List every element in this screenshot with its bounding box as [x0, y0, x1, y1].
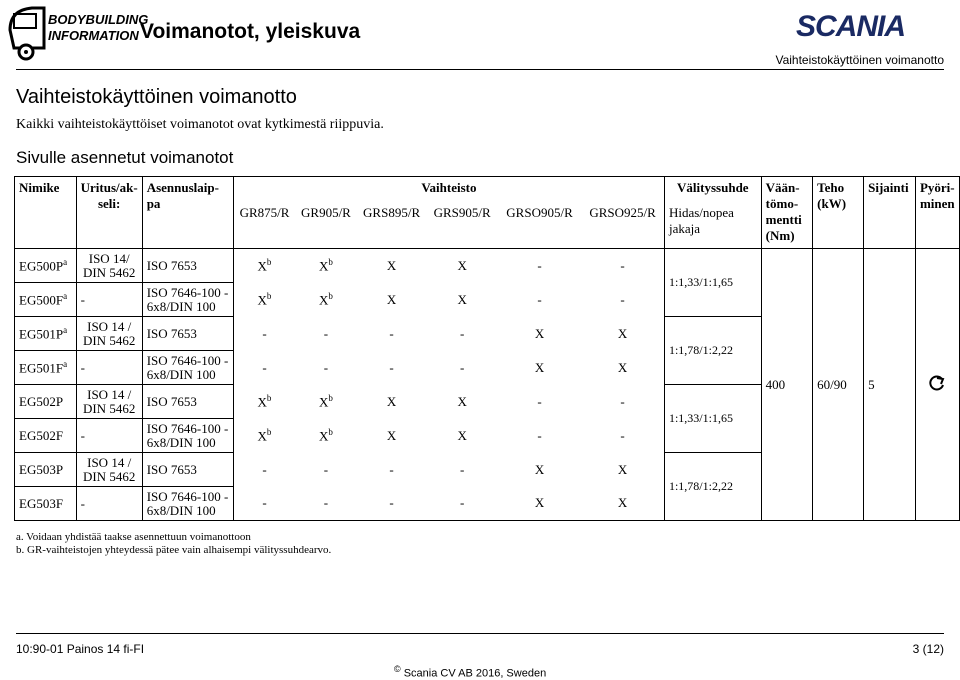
- cell-uritus: -: [76, 419, 142, 453]
- gearbox-value: X: [318, 292, 329, 308]
- gearbox-cell: [233, 351, 295, 385]
- cell-nimike: [15, 385, 77, 419]
- table-row: [15, 249, 960, 283]
- cell-asennus: ISO 7653: [142, 317, 233, 351]
- gearbox-cell: [498, 453, 581, 487]
- header-hidas-nopea: Hidas/nopea jakaja: [664, 202, 761, 248]
- gearbox-cell: [357, 487, 427, 521]
- gearbox-cell: [357, 385, 427, 419]
- cell-rotation: [915, 249, 959, 521]
- gearbox-cell: [295, 351, 357, 385]
- cell-uritus: -: [76, 351, 142, 385]
- gearbox-value: -: [620, 291, 625, 307]
- gearbox-value: X: [534, 359, 545, 375]
- page-title: Voimanotot, yleiskuva: [140, 20, 361, 43]
- gearbox-cell: [498, 419, 581, 453]
- footnote-ref: a: [63, 324, 68, 335]
- gearbox-cell: [426, 283, 497, 317]
- gearbox-value: -: [537, 291, 542, 307]
- gearbox-value: X: [457, 291, 467, 307]
- gearbox-cell: [498, 317, 581, 351]
- gearbox-value: X: [617, 325, 628, 341]
- footnote-ref: b: [266, 392, 272, 403]
- logo-line2: INFORMATION: [48, 28, 139, 43]
- gearbox-value: X: [257, 258, 267, 274]
- copyright-symbol: ©: [394, 664, 401, 674]
- cell-location: 5: [864, 249, 916, 521]
- footnote-ref: a: [63, 290, 68, 301]
- gearbox-cell: [426, 351, 497, 385]
- gearbox-value: X: [257, 428, 267, 444]
- gearbox-value: -: [459, 359, 465, 375]
- gearbox-value: -: [323, 325, 329, 341]
- cell-nimike: [15, 487, 77, 521]
- bodybuilding-information-logo: [4, 2, 149, 62]
- gearbox-cell: [581, 487, 664, 521]
- cell-asennus: ISO 7646-100 - 6x8/DIN 100: [142, 283, 233, 317]
- cell-nimike: [15, 283, 77, 317]
- gearbox-cell: [233, 487, 295, 521]
- cell-asennus: ISO 7646-100 - 6x8/DIN 100: [142, 487, 233, 521]
- cell-nimike: [15, 453, 77, 487]
- section-title: Vaihteistokäyttöinen voimanotto: [16, 86, 297, 108]
- footnote-ref: b: [266, 426, 272, 437]
- gearbox-cell: [295, 453, 357, 487]
- gearbox-value: -: [389, 325, 394, 341]
- gearbox-cell: [233, 283, 295, 317]
- gearbox-cell: [498, 385, 581, 419]
- cell-asennus: ISO 7646-100 - 6x8/DIN 100: [142, 419, 233, 453]
- gearbox-cell: [581, 283, 664, 317]
- gearbox-value: -: [262, 495, 267, 511]
- gearbox-cell: [426, 453, 497, 487]
- gearbox-value: -: [537, 257, 542, 273]
- intro-text: Kaikki vaihteistokäyttöiset voimanotot ovat kytkimestä riippuvia.: [16, 117, 384, 132]
- product-name: EG503P: [19, 461, 64, 477]
- header-divider: [16, 69, 944, 70]
- gearbox-cell: [295, 385, 357, 419]
- cell-nimike: [15, 317, 77, 351]
- gearbox-value: -: [262, 461, 267, 477]
- gearbox-value: X: [318, 428, 329, 444]
- product-name: EG503F: [19, 495, 64, 511]
- product-name: EG500P: [19, 258, 64, 274]
- footnote-ref: b: [266, 290, 272, 301]
- gearbox-value: X: [318, 258, 329, 274]
- gearbox-cell: [581, 419, 664, 453]
- scania-logo: SCANIA: [796, 10, 906, 43]
- cell-uritus: -: [76, 283, 142, 317]
- cell-asennus: ISO 7646-100 - 6x8/DIN 100: [142, 351, 233, 385]
- gearbox-cell: [581, 385, 664, 419]
- copyright-text: Scania CV AB 2016, Sweden: [403, 667, 547, 680]
- footnote-ref: b: [328, 290, 333, 301]
- gearbox-cell: [498, 487, 581, 521]
- gearbox-value: -: [459, 325, 465, 341]
- footnote-ref: b: [328, 257, 333, 268]
- cell-uritus: -: [76, 487, 142, 521]
- gearbox-value: -: [620, 257, 625, 273]
- cell-asennus: ISO 7653: [142, 249, 233, 283]
- cell-power: 60/90: [813, 249, 864, 521]
- gearbox-value: -: [262, 359, 267, 375]
- header-gearbox-3: GRS905/R: [426, 202, 497, 248]
- table-header-row: [15, 177, 960, 203]
- gearbox-cell: [581, 317, 664, 351]
- cell-uritus: ISO 14 / DIN 5462: [76, 453, 142, 487]
- gearbox-cell: [295, 487, 357, 521]
- header-nimike: Nimike: [15, 177, 77, 249]
- header-gearbox-1: GR905/R: [295, 202, 357, 248]
- header-asennus: Asennuslaip-pa: [142, 177, 233, 249]
- header-gearbox-4: GRSO905/R: [498, 202, 581, 248]
- gearbox-value: -: [389, 461, 394, 477]
- logo-line1: BODYBUILDING: [48, 12, 149, 27]
- gearbox-cell: [233, 249, 295, 283]
- gearbox-cell: [581, 351, 664, 385]
- footer-document-id: 10:90-01 Painos 14 fi-FI: [16, 642, 145, 656]
- gearbox-value: -: [323, 359, 329, 375]
- gearbox-cell: [233, 317, 295, 351]
- gearbox-value: -: [389, 359, 394, 375]
- header-gearbox-2: GRS895/R: [357, 202, 427, 248]
- gearbox-cell: [357, 283, 427, 317]
- gearbox-cell: [295, 283, 357, 317]
- gearbox-value: X: [386, 257, 397, 273]
- gearbox-value: X: [617, 359, 628, 375]
- gearbox-cell: [498, 249, 581, 283]
- cell-nimike: [15, 351, 77, 385]
- header-valityssuhde: Välityssuhde: [664, 177, 761, 203]
- gearbox-cell: [426, 317, 497, 351]
- gearbox-cell: [426, 385, 497, 419]
- gearbox-value: -: [389, 495, 394, 511]
- product-name: EG500F: [19, 292, 64, 308]
- rotation-arrow-icon: [928, 374, 946, 392]
- gearbox-value: X: [386, 427, 397, 443]
- cell-ratio: 1:1,33/1:1,65: [664, 249, 761, 317]
- gearbox-cell: [233, 385, 295, 419]
- gearbox-value: X: [617, 495, 628, 511]
- gearbox-value: X: [386, 291, 397, 307]
- footnote-ref: a: [63, 256, 68, 267]
- gearbox-cell: [426, 419, 497, 453]
- gearbox-cell: [581, 249, 664, 283]
- gearbox-value: -: [459, 461, 465, 477]
- gearbox-cell: [295, 249, 357, 283]
- gearbox-value: X: [318, 394, 329, 410]
- cell-asennus: ISO 7653: [142, 453, 233, 487]
- gearbox-cell: [498, 351, 581, 385]
- cell-uritus: ISO 14/ DIN 5462: [76, 249, 142, 283]
- header-gearbox-0: GR875/R: [233, 202, 295, 248]
- gearbox-value: X: [534, 461, 545, 477]
- gearbox-cell: [295, 419, 357, 453]
- gearbox-cell: [233, 419, 295, 453]
- gearbox-value: -: [262, 325, 267, 341]
- gearbox-value: -: [323, 461, 329, 477]
- gearbox-cell: [426, 249, 497, 283]
- header-vaantomomentti: Vään-tömo-mentti (Nm): [761, 177, 812, 249]
- section-subtitle: Sivulle asennetut voimanotot: [16, 148, 234, 167]
- gearbox-cell: [357, 419, 427, 453]
- gearbox-value: -: [323, 495, 329, 511]
- gearbox-value: X: [457, 393, 467, 409]
- gearbox-cell: [498, 283, 581, 317]
- gearbox-value: X: [617, 461, 628, 477]
- gearbox-value: X: [534, 325, 545, 341]
- footnote-ref: b: [266, 257, 272, 268]
- gearbox-cell: [357, 351, 427, 385]
- gearbox-cell: [233, 453, 295, 487]
- gearbox-value: -: [620, 393, 625, 409]
- gearbox-cell: [357, 317, 427, 351]
- header-pyoriminen: Pyöri-minen: [915, 177, 959, 249]
- header-gearbox-5: GRSO925/R: [581, 202, 664, 248]
- cell-nimike: [15, 249, 77, 283]
- gearbox-cell: [426, 487, 497, 521]
- gearbox-value: -: [459, 495, 465, 511]
- footnote-b: b. GR-vaihteistojen yhteydessä pätee vain alhaisempi välityssuhdearvo.: [16, 544, 332, 556]
- footnote-ref: b: [328, 426, 333, 437]
- cell-nimike: [15, 419, 77, 453]
- header-sijainti: Sijainti: [864, 177, 916, 249]
- gearbox-cell: [357, 453, 427, 487]
- gearbox-value: X: [534, 495, 545, 511]
- header-vaihteisto: Vaihteisto: [233, 177, 664, 203]
- cell-ratio: 1:1,78/1:2,22: [664, 317, 761, 385]
- gearbox-value: X: [386, 393, 397, 409]
- header-subtitle: Vaihteistokäyttöinen voimanotto: [775, 53, 944, 67]
- product-name: EG502P: [19, 393, 64, 409]
- footer-page-number: 3 (12): [912, 642, 944, 656]
- gearbox-value: X: [257, 292, 267, 308]
- gearbox-value: -: [620, 427, 625, 443]
- gearbox-value: X: [457, 257, 467, 273]
- footnote-ref: b: [328, 392, 333, 403]
- footer-copyright: [394, 664, 546, 680]
- gearbox-cell: [295, 317, 357, 351]
- header-uritus: Uritus/ak-seli:: [76, 177, 142, 249]
- gearbox-value: X: [457, 427, 467, 443]
- gearbox-value: -: [537, 393, 542, 409]
- cell-ratio: 1:1,78/1:2,22: [664, 453, 761, 521]
- cell-uritus: ISO 14 / DIN 5462: [76, 317, 142, 351]
- gearbox-value: -: [537, 427, 542, 443]
- product-name: EG502F: [19, 427, 64, 443]
- product-name: EG501F: [19, 360, 64, 376]
- cell-torque: 400: [761, 249, 812, 521]
- footer-divider: [16, 633, 944, 634]
- product-name: EG501P: [19, 326, 64, 342]
- cell-ratio: 1:1,33/1:1,65: [664, 385, 761, 453]
- gearbox-value: X: [257, 394, 267, 410]
- cell-uritus: ISO 14 / DIN 5462: [76, 385, 142, 419]
- footnote-a: a. Voidaan yhdistää taakse asennettuun voimanottoon: [16, 531, 251, 543]
- footnote-ref: a: [63, 358, 68, 369]
- gearbox-cell: [357, 249, 427, 283]
- table-body: [15, 249, 960, 521]
- pto-table: [14, 176, 960, 521]
- cell-asennus: ISO 7653: [142, 385, 233, 419]
- header-teho: Teho (kW): [813, 177, 864, 249]
- gearbox-cell: [581, 453, 664, 487]
